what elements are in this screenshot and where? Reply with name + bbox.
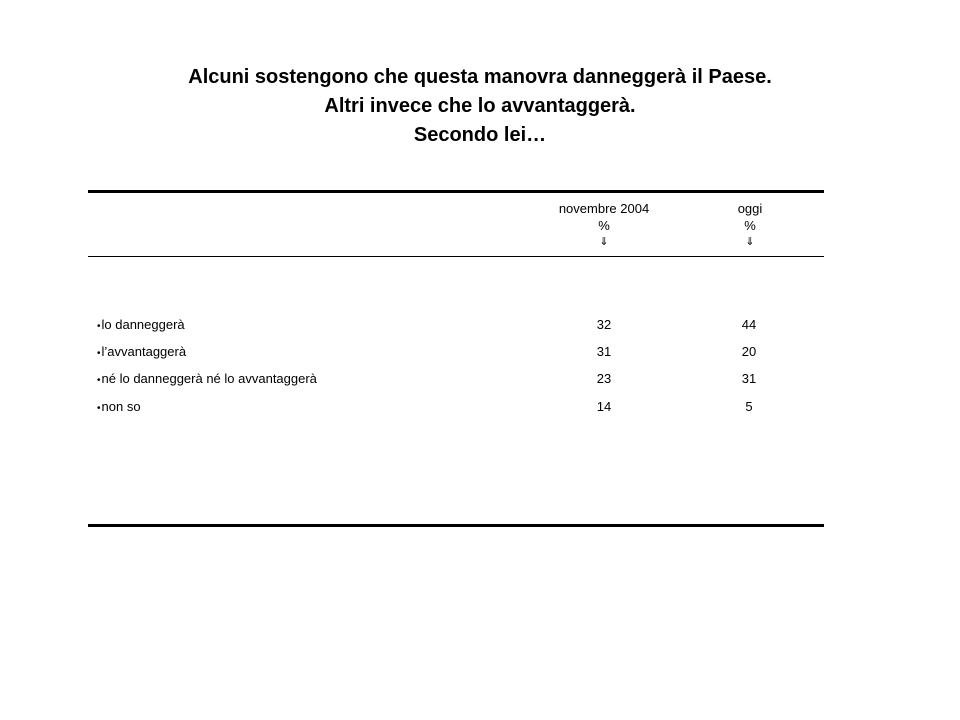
row-label [97,398,141,418]
title-line-3: Secondo lei… [413,124,547,146]
table-bottom-rule [88,524,824,527]
value-oggi: 5 [745,399,753,414]
table-row [97,343,797,361]
table-top-rule [88,190,824,193]
value-novembre-2004: 14 [596,399,612,414]
value-oggi: 31 [741,371,757,386]
column-header-unit: % [744,218,756,233]
row-label-text: l’avvantaggerà [101,344,187,359]
row-label [97,370,317,390]
column-header-unit: % [598,218,610,233]
value-novembre-2004: 31 [596,344,612,359]
table-row [97,398,797,416]
bullet-icon: • [97,321,101,332]
row-label-text: non so [101,399,141,414]
title-line-1: Alcuni sostengono che questa manovra danneggerà il Paese. [188,66,772,88]
bullet-icon: • [97,403,101,414]
value-oggi: 20 [741,344,757,359]
table-row [97,370,797,388]
table-row [97,316,797,334]
row-label [97,316,185,336]
row-label-text: lo danneggerà [101,317,185,332]
value-novembre-2004: 32 [596,317,612,332]
bullet-icon: • [97,375,101,386]
title-line-2: Altri invece che lo avvantaggerà. [324,95,636,117]
down-arrow-icon: ⇓ [745,236,755,248]
column-header-label: oggi [737,201,763,216]
down-arrow-icon: ⇓ [599,236,609,248]
table-header-rule [88,256,824,257]
value-oggi: 44 [741,317,757,332]
column-header-label: novembre 2004 [558,201,650,216]
column-header-oggi [690,200,810,250]
column-header-novembre-2004 [544,200,664,250]
row-label [97,343,186,363]
bullet-icon: • [97,348,101,359]
row-label-text: né lo danneggerà né lo avvantaggerà [101,371,317,386]
page-title [0,63,960,150]
value-novembre-2004: 23 [596,371,612,386]
